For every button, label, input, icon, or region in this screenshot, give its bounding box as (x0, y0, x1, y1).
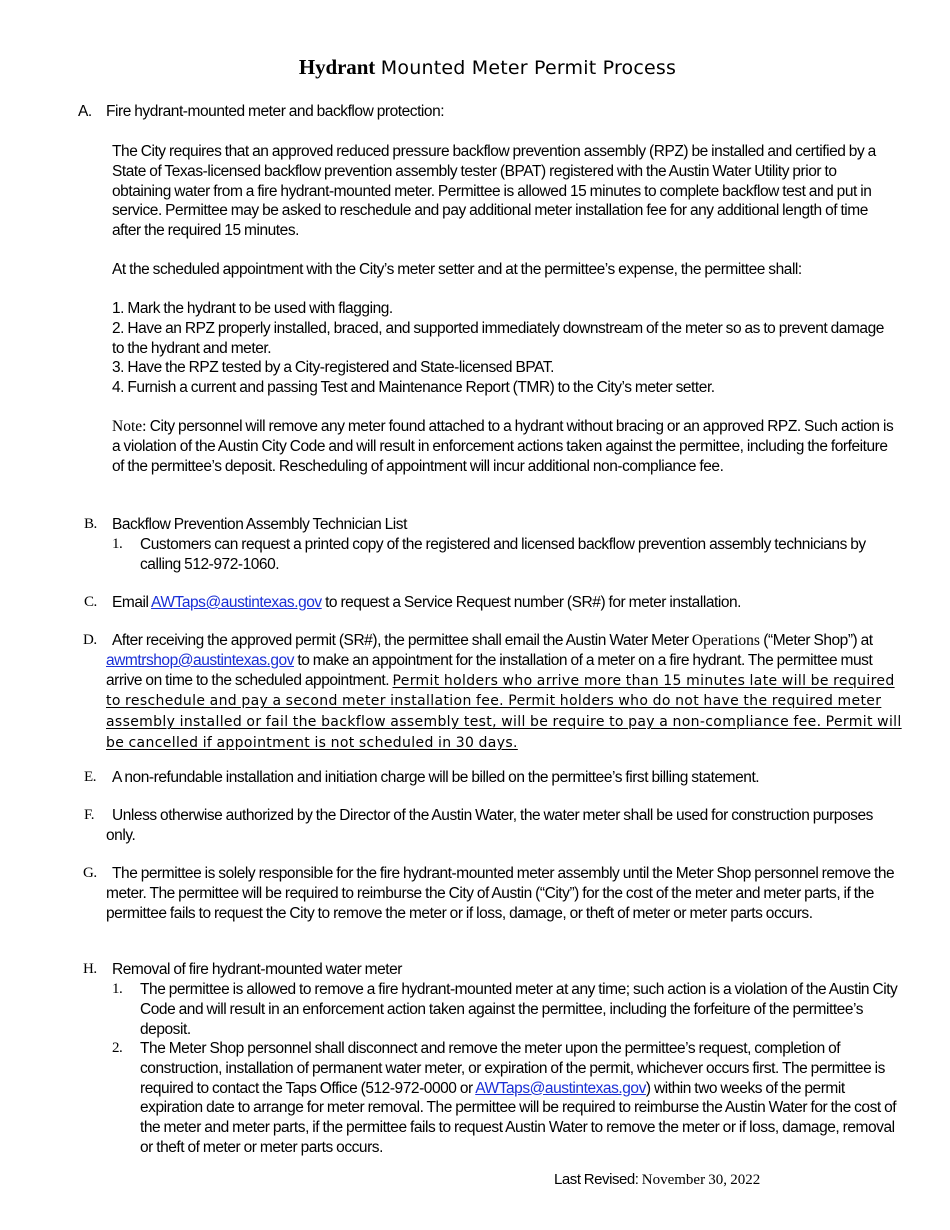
note-text: City personnel will remove any meter found attached to a hydrant without bracing or an approved RPZ. Such action is a violation of the Austin City Code and will result in enforcement actions taken against the permittee, including the forfeiture of the permittee’s deposit. Rescheduling of appointment will incur additional non-compliance fee. (112, 418, 894, 475)
section-f-label: F. (84, 807, 94, 823)
section-h-item-2-text2: ) within two weeks of the permit expiration date to arrange for meter removal. The permittee will be required to reimburse the Austin Water for the cost of the meter and meter parts, if the permittee fails to request Austin Water to remove the meter or if loss, damage, removal or theft of meter or meter parts occurs. (140, 1079, 897, 1156)
section-c-text (112, 593, 898, 613)
section-a-item-4: 4. Furnish a current and passing Test and Maintenance Report (TMR) to the City’s meter setter. (112, 379, 715, 396)
section-h-item-2-text (140, 1039, 900, 1158)
section-h-heading: Removal of fire hydrant-mounted water meter (112, 961, 403, 978)
section-h-label: H. (83, 961, 97, 977)
section-d-underlined-warning: Permit holders who arrive more than 15 minutes late will be required to reschedule and pay a second meter installation fee. Permit holders who do not have the required meter assembly installed or fail the backflow assembly test, will be require to pay a non-compliance fee. Permit will be cancelled if appointment is not scheduled in 30 days. (106, 672, 902, 751)
section-g-label: G. (83, 865, 97, 881)
meter-shop-email-link[interactable]: awmtrshop@austintexas.gov (106, 651, 294, 669)
note-label: Note: (112, 418, 147, 435)
section-a-paragraph-1: The City requires that an approved reduced pressure backflow prevention assembly (RPZ) be installed and certified by a State of Texas-licensed backflow prevention assembly tester (BPAT) registered with the Austin Water Utility prior to obtaining water from a fire hydrant-mounted meter. Permittee is allowed 15 minutes to complete backflow test and put in service. Permittee may be asked to reschedule and pay additional meter installation fee for any additional length of time after the required 15 minutes. (112, 143, 876, 240)
section-a-item-2: 2. Have an RPZ properly installed, braced, and supported immediately downstream of the meter so as to prevent damage to the hydrant and meter. (112, 320, 884, 357)
section-h-item-2-text1: The Meter Shop personnel shall disconnect and remove the meter upon the permittee’s request, completion of construction, installation of permanent water meter, or expiration of the permit, whichever occurs first. The permittee is required to contact the Taps Office (512-972-0000 or (140, 1040, 885, 1097)
section-h-item-2-label: 2. (112, 1040, 123, 1056)
section-e-label: E. (84, 769, 97, 785)
section-b-label: B. (84, 516, 97, 532)
section-d-text2: (“Meter Shop”) at (763, 632, 873, 649)
section-b-item-label: 1. (112, 536, 123, 552)
awtaps-email-link[interactable]: AWTaps@austintexas.gov (151, 594, 322, 611)
section-a-item-1: 1. Mark the hydrant to be used with flagging. (112, 300, 393, 317)
section-d-text3: to make an appointment for the installation of a meter on a fire hydrant. The permittee must arrive on time to the scheduled appointment. (106, 651, 873, 689)
section-b-item-text: Customers can request a printed copy of the registered and licensed backflow prevention assembly technicians by calling 512-972-1060. (140, 536, 866, 573)
section-d-operations: Operations (691, 632, 760, 649)
section-a-paragraph-2: At the scheduled appointment with the City’s meter setter and at the permittee’s expense, the permittee shall: (112, 261, 802, 278)
last-revised-date: November 30, 2022 (641, 1172, 761, 1188)
section-f-text: Unless otherwise authorized by the Director of the Austin Water, the water meter shall be used for construction purposes only. (106, 807, 873, 844)
last-revised-label: Last Revised: (554, 1171, 639, 1188)
page-title (0, 55, 950, 80)
section-c-label: C. (84, 594, 97, 610)
section-e-text: A non-refundable installation and initiation charge will be billed on the permittee’s first billing statement. (112, 769, 760, 786)
section-c-after: to request a Service Request number (SR#) for meter installation. (325, 594, 742, 611)
taps-office-email-link[interactable]: AWTaps@austintexas.gov (475, 1079, 646, 1097)
last-revised (554, 1170, 760, 1190)
section-b-heading: Backflow Prevention Assembly Technician List (112, 516, 407, 533)
section-c-before: Email (112, 594, 149, 611)
section-g-text: The permittee is solely responsible for the fire hydrant-mounted meter assembly until the Meter Shop personnel remove the meter. The permittee will be required to reimburse the City of Austin (“City”) for the cost of the meter and meter parts, if the permittee fails to request the City to remove the meter or if loss, damage, or theft of meter or meter parts occurs. (106, 865, 895, 922)
section-d-text1: After receiving the approved permit (SR#), the permittee shall email the Austin Water Meter (112, 632, 689, 649)
section-a-item-3: 3. Have the RPZ tested by a City-registered and State-licensed BPAT. (112, 359, 554, 376)
section-a-heading: Fire hydrant-mounted meter and backflow protection: (106, 103, 445, 120)
title-bold: Hydrant (298, 55, 376, 79)
section-h-item-1-text: The permittee is allowed to remove a fire hydrant-mounted meter at any time; such action is a violation of the Austin City Code and will result in an enforcement action taken against the permittee, including the forfeiture of the permittee’s deposit. (140, 981, 898, 1038)
section-d-label: D. (83, 632, 97, 648)
section-a-label: A. (78, 103, 92, 120)
section-a-note (112, 417, 898, 476)
title-rest: Mounted Meter Permit Process (380, 57, 677, 79)
section-h-item-1-label: 1. (112, 981, 123, 997)
section-d-text (106, 631, 902, 754)
